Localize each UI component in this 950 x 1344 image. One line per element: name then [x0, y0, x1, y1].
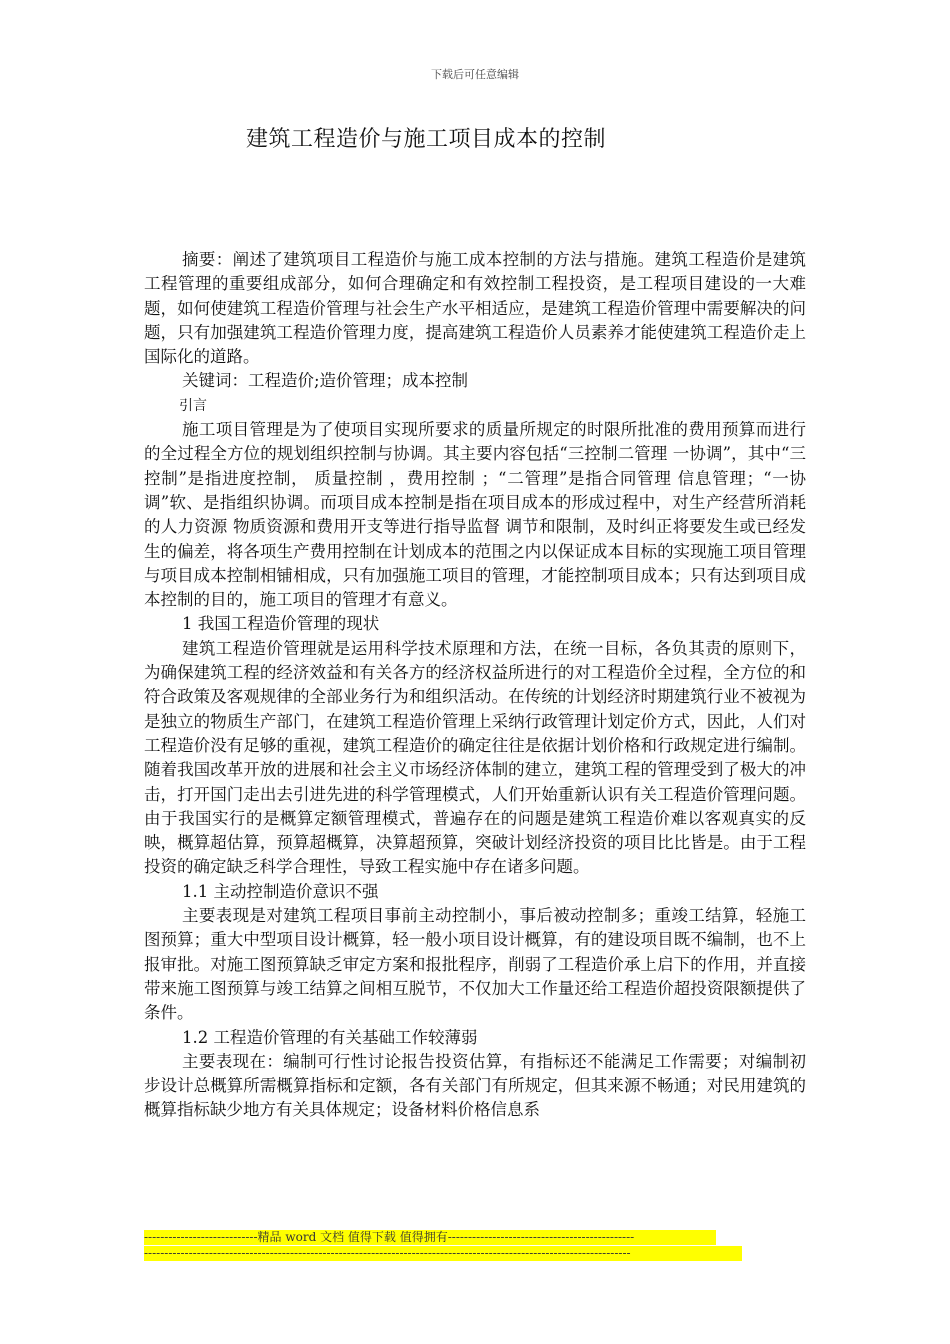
abstract-paragraph: 摘要：阐述了建筑项目工程造价与施工成本控制的方法与措施。建筑工程造价是建筑工程管理的重要组成部分，如何合理确定和有效控制工程投资，是工程项目建设的一大难题，如何使建筑工程造价管理与社会生产水平相适应，是建筑工程造价管理中需要解决的问题，只有加强建筑工程造价管理力度，提高建筑工程造价人员素养才能使建筑工程造价走上国际化的道路。 — [144, 250, 806, 367]
section-1-2-heading: 1.2 工程造价管理的有关基础工作较薄弱 — [182, 1027, 478, 1047]
section-1-paragraph: 建筑工程造价管理就是运用科学技术原理和方法，在统一目标，各负其责的原则下，为确保建筑工程的经济效益和有关各方的经济权益所进行的对工程造价全过程，全方位的和符合政策及客观规律的全部业务行为和组织活动。在传统的计划经济时期建筑行业不被视为是独立的物质生产部门，在建筑工程造价管理上采纳行政管理计划定价方式，因此，人们对工程造价没有足够的重视，建筑工程造价的确定往往是依据计划价格和行政规定进行编制。随着我国改革开放的进展和社会主义市场经济体制的建立，建筑工程的管理受到了极大的冲击，打开国门走出去引进先进的科学管理模式，人们开始重新认识有关工程造价管理问题。由于我国实行的是概算定额管理模式，普遍存在的问题是建筑工程造价难以客观真实的反映，概算超估算，预算超概算，决算超预算，突破计划经济投资的项目比比皆是。由于工程投资的确定缺乏科学合理性，导致工程实施中存在诸多问题。 — [144, 638, 806, 877]
intro-heading: 引言 — [179, 397, 207, 414]
section-1-heading: 1 我国工程造价管理的现状 — [182, 614, 380, 634]
document-title: 建筑工程造价与施工项目成本的控制 — [246, 127, 607, 152]
section-1-1-heading: 1.1 主动控制造价意识不强 — [182, 881, 379, 901]
page-header: 下载后可任意编辑 — [431, 68, 519, 81]
document-body — [144, 248, 806, 1123]
footer-banner-line-2: ------------------------------------------------------------------------------------------------------------------------ — [144, 1246, 742, 1261]
section-1-2-paragraph: 主要表现在：编制可行性讨论报告投资估算，有指标还不能满足工作需要；对编制初步设计总概算所需概算指标和定额，各有关部门有所规定，但其来源不畅通；对民用建筑的概算指标缺少地方有关具体规定；设备材料价格信息系 — [144, 1051, 806, 1120]
keywords-line: 关键词：工程造价;造价管理；成本控制 — [182, 371, 469, 391]
footer-banner-line-1: ----------------------------精品 word 文档 值得下载 值得拥有---------------------------------------------- — [144, 1230, 716, 1245]
intro-paragraph: 施工项目管理是为了使项目实现所要求的质量所规定的时限所批准的费用预算而进行的全过程全方位的规划组织控制与协调。其主要内容包括“三控制二管理 一协调”，其中“三控制”是指进度控制， 质量控制 ，费用控制 ；“二管理”是指合同管理 信息管理；“一协调”软、是指组织协调。而项目成本控制是指在项目成本的形成过程中，对生产经营所消耗的人力资源 物质资源和费用开支等进行指导监督 调节和限制，及时纠正将要发生或已经发生的偏差，将各项生产费用控制在计划成本的范围之内以保证成本目标的实现施工项目管理与项目成本控制相铺相成，只有加强施工项目的管理，才能控制项目成本；只有达到项目成本控制的目的，施工项目的管理才有意义。 — [144, 420, 806, 610]
section-1-1-paragraph: 主要表现是对建筑工程项目事前主动控制小，事后被动控制多；重竣工结算，轻施工图预算；重大中型项目设计概算，轻一般小项目设计概算，有的建设项目既不编制，也不上报审批。对施工图预算缺乏审定方案和报批程序，削弱了工程造价承上启下的作用，并直接带来施工图预算与竣工结算之间相互脱节，不仅加大工作量还给工程造价超投资限额提供了条件。 — [144, 906, 806, 1023]
